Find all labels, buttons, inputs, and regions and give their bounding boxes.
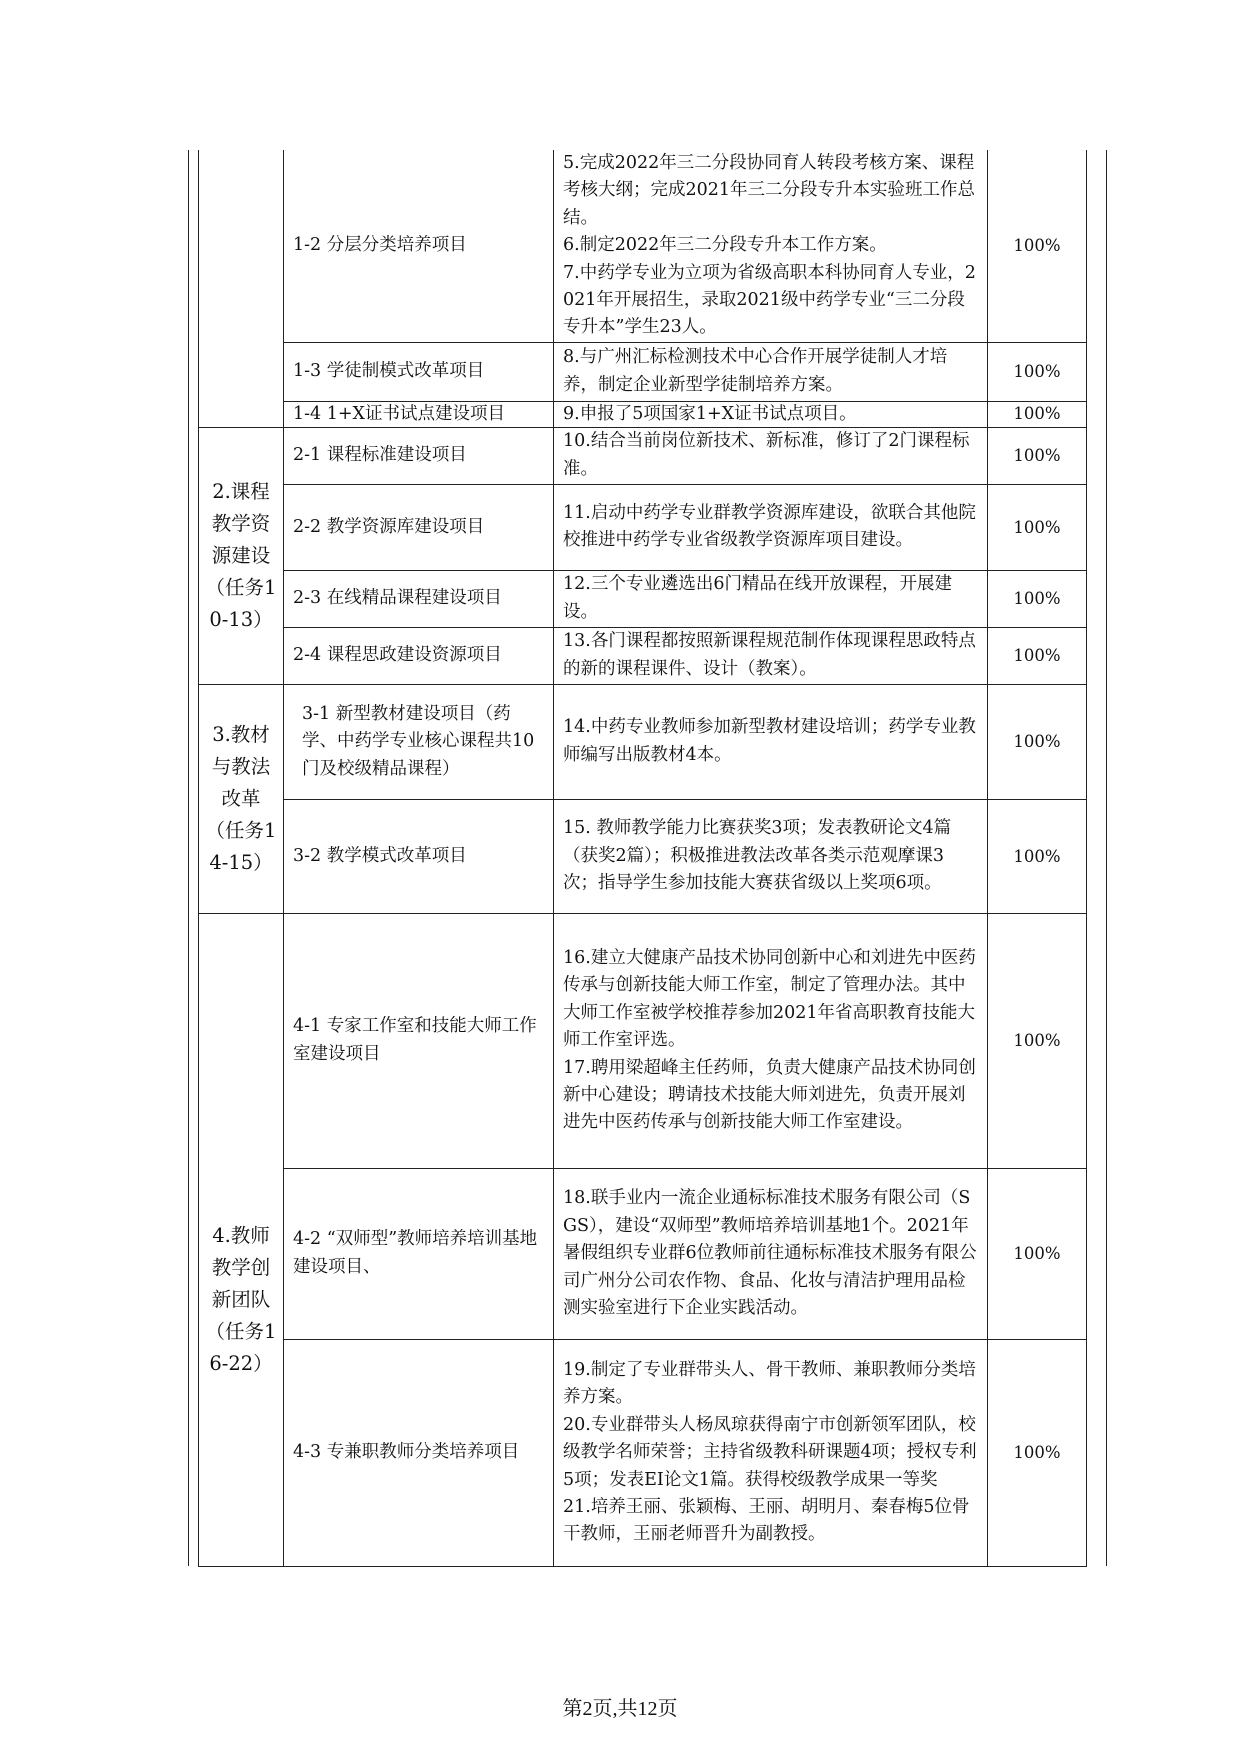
description-cell: 14.中药专业教师参加新型教材建设培训；药学专业教师编写出版教材4本。 [554,684,988,799]
project-cell: 4-2 “双师型”教师培养培训基地建设项目、 [284,1168,554,1339]
table-row [189,1339,1107,1566]
completion-rate: 100% [988,427,1087,484]
description-cell: 11.启动中药学专业群教学资源库建设，欲联合其他院校推进中药学专业省级教学资源库项目建设。 [554,484,988,570]
department-cell-4: 4.教师教学创新团队（任务16-22） [199,913,284,1566]
table-row [189,427,1107,484]
right-margin-cell [1087,150,1107,1566]
department-cell-2: 2.课程教学资源建设（任务10-13） [199,427,284,684]
project-cell: 3-2 教学模式改革项目 [284,799,554,913]
left-margin-cell [189,150,199,427]
completion-rate: 100% [988,913,1087,1168]
description-cell: 13.各门课程都按照新课程规范制作体现课程思政特点的新的课程课件、设计（教案）。 [554,627,988,684]
table-row [189,570,1107,627]
completion-rate: 100% [988,627,1087,684]
project-cell: 3-1 新型教材建设项目（药学、中药学专业核心课程共10门及校级精品课程） [284,684,554,799]
description-cell: 18.联手业内一流企业通标标准技术服务有限公司（SGS），建设“双师型”教师培养培训基地1个。2021年暑假组织专业群6位教师前往通标标准技术服务有限公司广州分公司农作物、食品、化妆与清洁护理用品检测实验室进行下企业实践活动。 [554,1168,988,1339]
department-cell-3: 3.教材与教法改革（任务14-15） [199,684,284,913]
description-cell: 19.制定了专业群带头人、骨干教师、兼职教师分类培养方案。 20.专业群带头人杨凤琼获得南宁市创新领军团队，校级教学名师荣誉；主持省级教科研课题4项；授权专利5项；发表EI论文1篇。获得校级教学成果一等奖 21.培养王丽、张颖梅、王丽、胡明月、秦春梅5位骨干教师，王丽老师晋升为副教授。 [554,1339,988,1566]
description-cell: 5.完成2022年三二分段协同育人转段考核方案、课程考核大纲；完成2021年三二分段专升本实验班工作总结。 6.制定2022年三二分段专升本工作方案。 7.中药学专业为立项为省级高职本科协同育人专业，2021年开展招生，录取2021级中药学专业“三二分段专升本”学生23人。 [554,150,988,342]
project-cell: 2-2 教学资源库建设项目 [284,484,554,570]
completion-rate: 100% [988,342,1087,401]
table-row [189,484,1107,570]
completion-rate: 100% [988,570,1087,627]
description-cell: 10.结合当前岗位新技术、新标准，修订了2门课程标准。 [554,427,988,484]
department-cell-1 [199,150,284,427]
description-cell: 9.申报了5项国家1+X证书试点项目。 [554,401,988,427]
completion-rate: 100% [988,684,1087,799]
table-row [189,401,1107,427]
completion-rate: 100% [988,1168,1087,1339]
table-row [189,342,1107,401]
completion-rate: 100% [988,1339,1087,1566]
description-cell: 12.三个专业遴选出6门精品在线开放课程，开展建设。 [554,570,988,627]
project-cell: 1-3 学徒制模式改革项目 [284,342,554,401]
project-cell: 1-2 分层分类培养项目 [284,150,554,342]
completion-rate: 100% [988,484,1087,570]
page-number: 第2页,共12页 [562,1698,678,1720]
project-cell: 2-3 在线精品课程建设项目 [284,570,554,627]
table-row [189,913,1107,1168]
project-cell: 4-3 专兼职教师分类培养项目 [284,1339,554,1566]
table-row [189,150,1107,342]
task-table [188,150,1107,1567]
description-cell: 15. 教师教学能力比赛获奖3项；发表教研论文4篇（获奖2篇）；积极推进教法改革各类示范观摩课3次；指导学生参加技能大赛获省级以上奖项6项。 [554,799,988,913]
table-row [189,799,1107,913]
completion-rate: 100% [988,401,1087,427]
table-row [189,627,1107,684]
project-cell: 4-1 专家工作室和技能大师工作室建设项目 [284,913,554,1168]
project-cell: 1-4 1+X证书试点建设项目 [284,401,554,427]
table-row [189,684,1107,799]
completion-rate: 100% [988,150,1087,342]
table-row [189,1168,1107,1339]
description-cell: 8.与广州汇标检测技术中心合作开展学徒制人才培养，制定企业新型学徒制培养方案。 [554,342,988,401]
completion-rate: 100% [988,799,1087,913]
project-cell: 2-4 课程思政建设资源项目 [284,627,554,684]
project-cell: 2-1 课程标准建设项目 [284,427,554,484]
description-cell: 16.建立大健康产品技术协同创新中心和刘进先中医药传承与创新技能大师工作室，制定了管理办法。其中大师工作室被学校推荐参加2021年省高职教育技能大师工作室评选。 17.聘用梁超峰主任药师，负责大健康产品技术协同创新中心建设；聘请技术技能大师刘进先，负责开展刘进先中医药传承与创新技能大师工作室建设。 [554,913,988,1168]
left-margin-cell [189,427,199,1566]
